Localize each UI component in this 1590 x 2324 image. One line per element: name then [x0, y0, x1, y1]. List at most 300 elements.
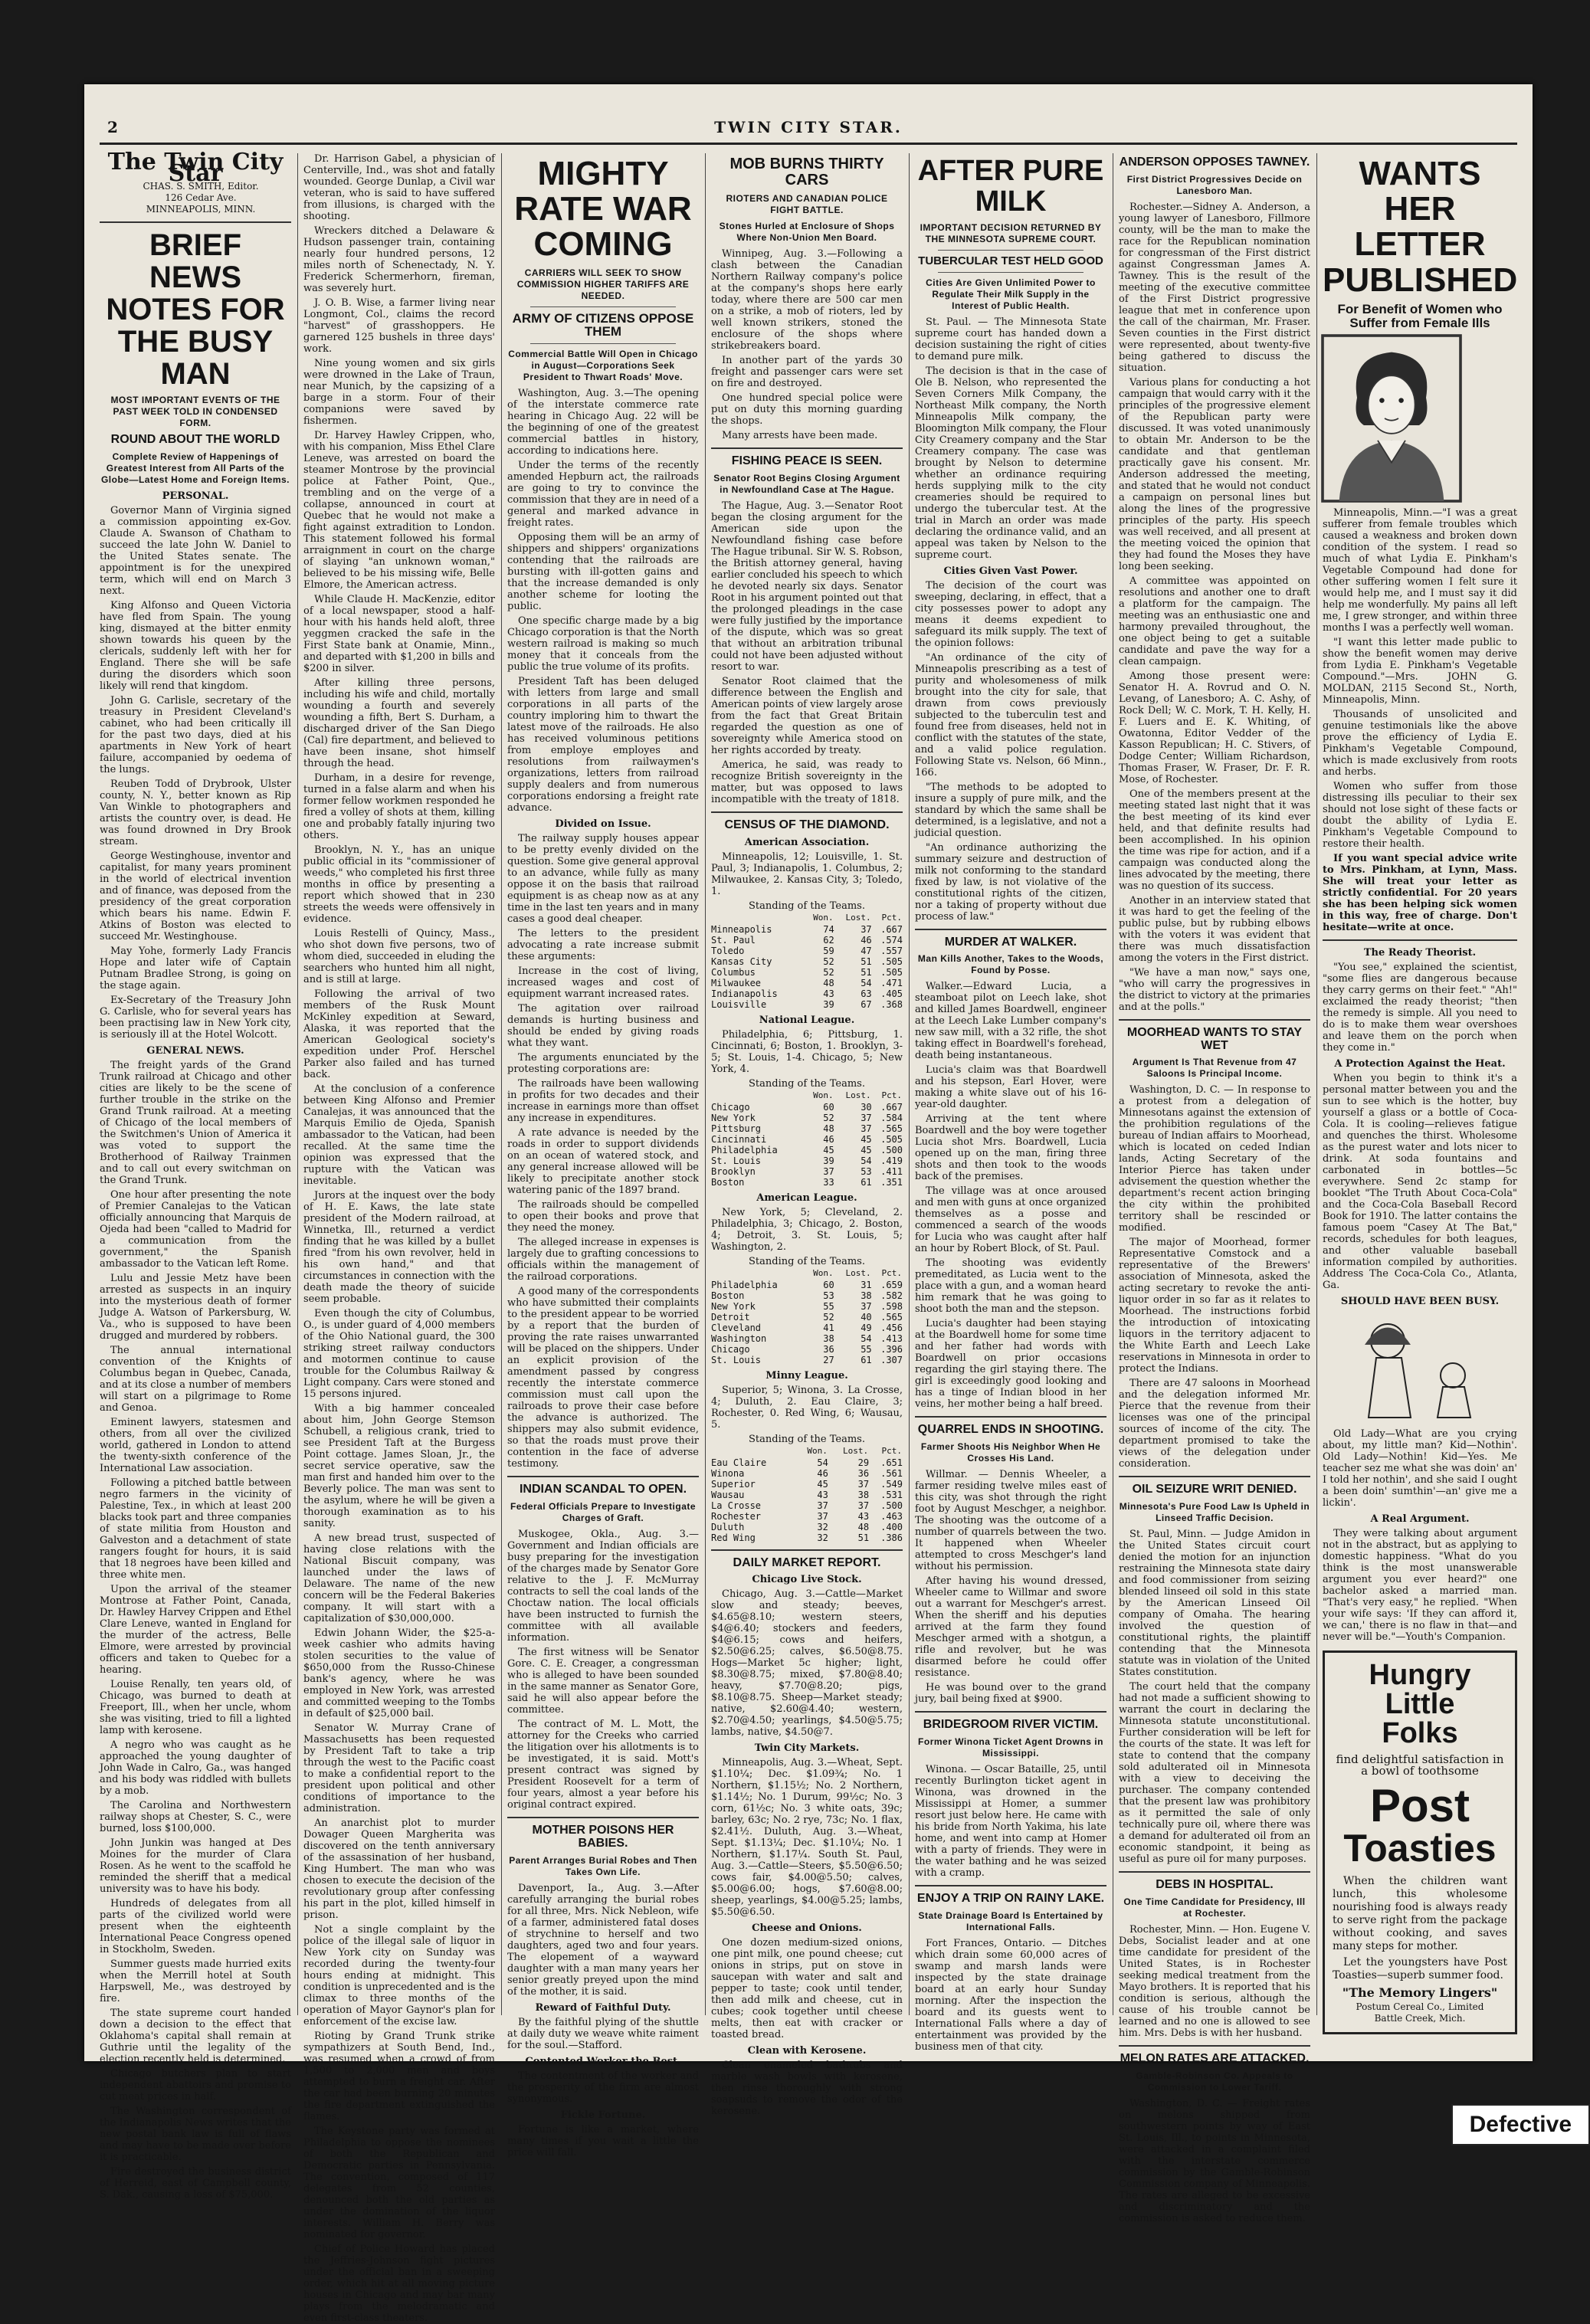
subhead: Reward of Faithful Duty. [535, 2001, 671, 2014]
paragraph: The arguments enunciated by the protesting corporations are: [507, 1052, 699, 1076]
team-name: Indianapolis [711, 988, 778, 999]
league-name: American League. [756, 1192, 857, 1204]
table-row [711, 978, 903, 988]
paragraph: Nine young women and six girls were drowned in the Lake of Traun, near Munich, by the capsizing of a barge in a storm. Four of their companions were saved by fishermen. [303, 358, 495, 427]
paragraph: Fort Frances, Ontario. — Ditches which drain some 60,000 acres of swamp and marsh lands were inspected by the state drainage board at an early hour Sunday morning. After the inspection the board and its guests went to International Falls where a day of entertainment was provided by the business men of that city. [915, 1937, 1106, 2053]
stat-cell: .505 [880, 955, 903, 967]
subhead: Twin City Markets. [754, 1742, 860, 1755]
deck: Commercial Battle Will Open in Chicago in August—Corporations Seek President to Thwart Roads' Move. [508, 349, 698, 383]
subhead: Divided on Issue. [555, 818, 651, 831]
subheadline: QUARREL ENDS IN SHOOTING. [917, 1423, 1104, 1437]
team-name: Columbus [711, 966, 756, 978]
divider [938, 250, 1083, 251]
stat-cell: 54 [861, 1155, 872, 1166]
table-row [711, 1333, 903, 1344]
subheadline: MURDER AT WALKER. [944, 935, 1077, 949]
paragraph: Washington, D. C. — In response to a protest from a delegation of Minnesotans against the extension of the prohibition regulations of the bureau of Indian affairs to Moorhead, which is located on ceded Indian lands, Acting Secretary of the Interior Pierce has taken under advisement the question whether the department's recent action bringing the city within the prohibited territory shall be rescinded or modified. [1119, 1084, 1310, 1234]
stat-cell: .561 [880, 1467, 903, 1479]
stat-cell: 46 [861, 934, 872, 946]
subhead-general: GENERAL NEWS. [146, 1044, 244, 1057]
stat-cell: .565 [880, 1311, 903, 1323]
standings-table [711, 1445, 903, 1543]
stat-cell: 51 [861, 966, 872, 978]
col-won: Won. [813, 912, 834, 923]
cartoon-illustration-icon [1323, 1310, 1514, 1425]
column-rule [1316, 153, 1317, 2015]
stat-cell: 39 [823, 998, 834, 1010]
table-row [711, 1155, 903, 1166]
stat-cell: .651 [880, 1457, 903, 1468]
paragraph: St. Paul. — The Minnesota State supreme court has handed down a decision sustaining the right of cities to demand pure milk. [915, 316, 1106, 362]
stat-cell: .411 [880, 1165, 903, 1177]
stat-cell: 43 [817, 1489, 828, 1500]
paragraph: They were talking about argument not in the abstract, but as applying to domestic happiness. "What do you think is the most unanswerable argument you ever heard?" one bachelor asked a married man. "That's very easy," he replied. "When your wife says: 'If they can afford it, we can,' there is no flaw in that—and never will be."—Youth's Companion. [1323, 1528, 1517, 1644]
team-name: La Crosse [711, 1500, 762, 1511]
paragraph: Louise Renally, ten years old, of Chicago, was burned to death at Freeport, Ill., when her uncle, whom she was visiting, tried to fill a lighted lamp with kerosene. [100, 1678, 291, 1736]
paragraph: President Taft has been deluged with letters from large and small corporations in all parts of the country imploring him to thwart the latest move of the railroads. He also has received voluminous petitions from employe employes and resolutions from railwaymen's organizations, letters from railroad supply dealers and from numerous corporations endorsing a freight rate advance. [507, 676, 699, 815]
standings-table [711, 1090, 903, 1188]
stat-cell: 49 [861, 1322, 872, 1333]
paragraph: "An ordinance authorizing the summary seizure and destruction of milk not conforming to the standard fixed by law, is not violative of the constitutional rights of the citizen, nor a taking of property without due process of law." [915, 841, 1106, 923]
paragraph: Eminent lawyers, statesmen and others, from all over the civilized world, gathered in London to attend the twenty-sixth conference of the International Law association. [100, 1416, 291, 1474]
league-name: Minny League. [765, 1369, 848, 1382]
paragraph: The annual international convention of the Knights of Columbus began in Quebec, Canada, and at its close a number of members will start on a pilgrimage to Rome and Genoa. [100, 1344, 291, 1414]
team-name: Rochester [711, 1510, 762, 1522]
page-number: 2 [107, 118, 118, 136]
subheadline: MELON RATES ARE ATTACKED. [1120, 2051, 1310, 2065]
table-row [711, 988, 903, 999]
paragraph: The railroads should be compelled to open their books and prove that they need the money. [507, 1199, 699, 1234]
table-row [711, 1500, 903, 1511]
table-row [711, 1457, 903, 1468]
table-header [711, 1267, 903, 1280]
stat-cell: .351 [880, 1176, 903, 1188]
stat-cell: 53 [823, 1290, 834, 1301]
divider [915, 1711, 1106, 1713]
paragraph: Brooklyn, N. Y., has an unique public official in its "commissioner of weeds," who completed his first three months in office by presenting a report which showed that in 230 streets the weeds were offensively in evidence. [303, 844, 495, 925]
results: Superior, 5; Winona, 3. La Crosse, 4; Duluth, 2. Eau Claire, 3; Rochester, 0. Red Wing, 6; Wausau, 5. [711, 1384, 903, 1431]
paragraph: Washington, D. C. — Freight rates on melons shipped from southwestern points by way of East St. Louis, Ill., to points in Minnesota, were attacked in a complaint filed with the interstate commerce commission by the Gamble-Robinson Commission company of Minneapolis. The rates are alleged to be excessive and discriminatory and the commission is asked to reduce them. [1119, 2097, 1310, 2224]
stat-cell: 32 [817, 1532, 828, 1543]
paragraph: Increase in the cost of living, increased wages and cost of equipment warrant increased rates. [507, 965, 699, 1001]
stat-cell: 60 [823, 1101, 834, 1113]
paragraph: "We have a man now," says one, "who will carry the progressives in the district to victory at the primaries and at the polls." [1119, 966, 1310, 1013]
table-row [711, 1479, 903, 1490]
paragraph: After killing three persons, including his wife and child, mortally wounding a fourth and severely wounding a fifth, Bert S. Durham, a discharged driver of the San Diego (Cal) fire department, and believed to have been insane, shot himself through the head. [303, 677, 495, 769]
stat-cell: 60 [823, 1279, 834, 1290]
col-won: Won. [813, 1267, 834, 1278]
stat-cell: .659 [880, 1279, 903, 1290]
paragraph: A committee was appointed on resolutions and another one to draft a platform for the campaign. The meeting was an enthusiastic one and harmony prevailed throughout, the one object being to get a suitable candidate and pave the way for a clean campaign. [1119, 575, 1310, 667]
ad-maker: Postum Cereal Co., Limited [1356, 2001, 1484, 2013]
ad-brand: Toasties [1343, 1827, 1497, 1870]
subhead: Chicago Live Stock. [752, 1574, 862, 1586]
stat-cell: 39 [823, 1155, 834, 1166]
stat-cell: 38 [861, 1290, 872, 1301]
deck: Man Kills Another, Takes to the Woods, Found by Posse. [917, 953, 1104, 976]
standings-table [711, 1267, 903, 1365]
stat-cell: 37 [861, 1123, 872, 1134]
paragraph: Durham, in a desire for revenge, turned in a false alarm and when his former fellow workmen responded he fired a volley of shots at them, killing one and probably fatally injuring two others. [303, 772, 495, 841]
stat-cell: 63 [861, 988, 872, 999]
defective-stamp: Defective [1451, 2104, 1590, 2145]
subhead: The Ready Theorist. [1363, 947, 1477, 959]
divider [1323, 939, 1517, 941]
subhead: SHOULD HAVE BEEN BUSY. [1340, 1296, 1500, 1308]
stat-cell: 32 [817, 1521, 828, 1532]
column-6 [1119, 153, 1310, 2224]
stat-cell: 54 [861, 977, 872, 988]
column-1 [100, 149, 291, 2201]
divider [711, 1549, 903, 1551]
divider [507, 1476, 699, 1477]
paragraph: There are 47 saloons in Moorhead and the delegation informed Mr. Pierce that the revenue from their licenses was one of the principal sources of income of the city. The department promised to take the views of the delegation under consideration. [1119, 1378, 1310, 1470]
stat-cell: .463 [880, 1510, 903, 1522]
divider [1119, 2045, 1310, 2047]
deck: Senator Root Begins Closing Argument in Newfoundland Case at The Hague. [713, 472, 900, 495]
stat-cell: .413 [880, 1332, 903, 1344]
paragraph: Many arrests have been made. [722, 430, 878, 441]
column-rule [501, 153, 502, 2015]
stat-cell: 33 [823, 1176, 834, 1188]
stat-cell: 62 [823, 934, 834, 946]
paragraph: The court held that the company had not made a sufficient showing to warrant the court in declaring the Minnesota statute unconstitutional. Further consideration will be left for the courts of the state. It was left for state to contend that the company sold adulterated oil in Minnesota with a view to deceiving the purchaser. The company contended that the present law was prohibitory as it permitted the sale of only technically pure oil, where there was a demand for adulterated oil from an economic standpoint, it being as useful as pure oil for many purposes. [1119, 1681, 1310, 1866]
paragraph: King Alfonso and Queen Victoria have fled from Spain. The young king, dismayed at the bitter enmity shown towards his queen by the clericals, suddenly left with her for England. There she will be safe during the disorders which soon likely will rend that kingdom. [100, 599, 291, 692]
stat-cell: 31 [861, 1279, 872, 1290]
stat-cell: 45 [861, 1144, 872, 1155]
paragraph: Following a pitched battle between negro farmers in the vicinity of Palestine, Tex., in which at least 200 blacks took part and three companies of state militia from Houston and Galveston and a detachment of state rangers fought for hours, it is said that 18 negroes have been killed and three white men. [100, 1477, 291, 1581]
paragraph: The alleged increase in expenses is largely due to grafting concessions to officials within the management of the railroad corporations. [507, 1237, 699, 1283]
summary: Complete Review of Happenings of Greatest Interest from All Parts of the Globe—Latest Home and Foreign Items. [100, 451, 290, 485]
deck: One Time Candidate for Presidency, Ill at Rochester. [1123, 1896, 1306, 1919]
team-name: Kansas City [711, 955, 772, 967]
paragraph: The state supreme court handed down a decision to the effect that Oklahoma's capital shall remain at Guthrie until the legality of the election recently held is determined. [100, 2007, 291, 2065]
paragraph: Minneapolis, Aug. 3.—Wheat, Sept. $1.10¼; Dec. $1.09¾; No. 1 Northern, $1.15½; No. 2 Northern, $1.14½; No. 1 Durum, 99½c; No. 3 corn, 61½c; No. 3 white oats, 39c; barley, 63c; No. 2 rye, 73c; No. 1 flax, $2.41½. Duluth, Aug. 3.—Wheat, Sept. $1.13¼; Dec. $1.10¼; No. 1 Northern, $1.17¼. South St. Paul, Aug. 3.—Cattle—Steers, $5.50@6.50; cows fair, $4.00@5.50; calves, $5.00@6.00; hogs, $7.60@8.00; sheep, yearlings, $4.00@5.25; lambs, $5.50@6.50. [711, 1757, 903, 1919]
paragraph: By the faithful plying of the shuttle at daily duty we weave white raiment for the soul.—Stafford. [507, 2016, 699, 2051]
stat-cell: 51 [857, 1532, 870, 1543]
subhead: Contented Worker the Best. [525, 2055, 681, 2067]
table-header [711, 912, 903, 924]
paragraph: Rochester, Minn. — Hon. Eugene V. Debs, Socialist leader and at one time candidate for president of the United States, is in Rochester seeking medical treatment from the Mayo brothers. It is reported that his condition is serious, although the cause of his trouble cannot be learned and no one is allowed to see him. Mrs. Debs is with her husband. [1119, 1923, 1310, 2039]
col-pct: Pct. [881, 1267, 902, 1278]
stat-cell: 43 [823, 988, 834, 999]
paragraph: With a big hammer concealed about him, John George Stemson Schubell, a religious crank, tried to see President Taft at the Burgess Point cottage. James Sloan, Jr., the secret service operative, saw the man first and handed him over to the Beverly police. The man was sent to the asylum, where he will be given a thorough examination as to his sanity. [303, 1403, 495, 1529]
paragraph: The major of Moorhead, former Representative Comstock and a representative of the Brewers' association of Minnesota, asked the acting secretary to revoke the anti-liquor order in so far as it relates to Moorhead. The instructions forbid the introduction of intoxicating liquors in the territory adjacent to the White Earth and Leech Lake reservations in Minnesota in order to protect the Indians. [1119, 1237, 1310, 1375]
stat-cell: .419 [880, 1155, 903, 1166]
table-row [711, 1145, 903, 1155]
subheadline: BRIDEGROOM RIVER VICTIM. [923, 1718, 1099, 1732]
stat-cell: 59 [823, 945, 834, 956]
stat-cell: 52 [823, 1112, 834, 1123]
stat-cell: .307 [880, 1354, 903, 1365]
paragraph: At the conclusion of a conference between King Alfonso and Premier Canalejas, it was announced that the Marquis Emilio de Ojeda, Spanish ambassador to the Vatican, had been recalled. At the same time the opinion was expressed that the rupture with the Vatican was inevitable. [303, 1083, 495, 1187]
stat-cell: 48 [857, 1521, 870, 1532]
table-row [711, 1522, 903, 1532]
deck: State Drainage Board Is Entertained by International Falls. [918, 1909, 1103, 1932]
stat-cell: .531 [880, 1489, 903, 1500]
ad-brand: Post [1369, 1780, 1470, 1832]
paragraph: When you begin to think it's a personal matter between you and the sun to see which is the hotter, buy yourself a glass or a bottle of Coca-Cola. It is cooling—relieves fatigue and quenches the thirst. Wholesome as the purest water and lots nicer to drink. At soda fountains and carbonated in bottles—5c everywhere. Send 2c stamp for booklet "The Truth About Coca-Cola" and the Coca-Cola Baseball Record Book for 1910. The latter contains the famous poem "Casey At The Bat," records, schedules for both leagues, and other valuable baseball information compiled by authorities. Address The Coca-Cola Co., Atlanta, Ga. [1323, 1073, 1517, 1292]
paragraph: Chicago, Aug. 3.—Cattle—Market slow and steady; beeves, $4.65@8.10; western steers, $4@6.40; stockers and feeders, $4@6.15; cows and heifers, $2.50@6.25; calves, $6.50@8.75. Hogs—Market 5c higher; light, $8.30@8.75; mixed, $7.80@8.40; heavy, $7.70@8.20; pigs, $8.10@8.75. Sheep—Market steady; native, $2.60@4.40; western, $2.70@4.50; yearlings, $4.50@5.75; lambs, native, $4.50@7. [711, 1588, 903, 1739]
subheadline: ANDERSON OPPOSES TAWNEY. [1119, 156, 1310, 169]
city-line [100, 204, 291, 215]
team-name: Wausau [711, 1489, 745, 1500]
stat-cell: .667 [880, 1101, 903, 1113]
stat-cell: .456 [880, 1322, 903, 1333]
col-won: Won. [813, 1090, 834, 1100]
deck: CARRIERS WILL SEEK TO SHOW COMMISSION HIGHER TARIFFS ARE NEEDED. [516, 267, 690, 301]
team-name: Toledo [711, 945, 745, 956]
deck: Gamble-Robinson Co. Appeals to Commission to Lower Tariff. [1136, 2070, 1293, 2093]
stat-cell: .584 [880, 1112, 903, 1123]
subheadline: CENSUS OF THE DIAMOND. [724, 818, 890, 831]
paragraph: Winona. — Oscar Bataille, 25, until recently Burlington ticket agent in Winona, was drowned in the Mississippi at Homer, a summer resort just below here. He came with his bride from North Yakima, his late home, and went into camp at Homer with a party of friends. They were in the water bathing and he was seized with a cramp. [915, 1763, 1106, 1879]
paragraph: The decision is that in the case of Ole B. Nelson, who represented the Seven Corners Milk Company, the Northeast Milk company, the North Minneapolis Milk company, the Bloomington Milk company, the Flour City Creamery company and the Star Creamery company. The case was brought by Nelson to determine whether an ordinance requiring herds supplying milk to the city creameries should be required to undergo the tubercular test. At the trial in March an order was made declaring the ordinance valid, and an appeal was taken by Nelson to the supreme court. [915, 365, 1106, 561]
stat-cell: .557 [880, 945, 903, 956]
subheadline: DAILY MARKET REPORT. [733, 1555, 881, 1569]
subheadline: TUBERCULAR TEST HELD GOOD [918, 254, 1103, 267]
paragraph: Fire destroyed the business district of Herreid, east of Campbell county, S. Dak., causing a loss of $75,000. [100, 2165, 291, 2201]
column-3 [507, 153, 699, 2158]
deck: Stones Hurled at Enclosure of Shops Where Non-Union Men Board. [719, 221, 895, 243]
headline: MIGHTY RATE WAR COMING [514, 155, 692, 264]
paragraph: St. Paul, Minn. — Judge Amidon in the United States circuit court denied the motion for an injunction restraining the Minnesota state dairy and food commissioner from seizing blended linseed oil sold in this state by the American Linseed Oil company of Omaha. The hearing involved the question of constitutional rights, the plaintiff contending that the Minnesota statute was in violation of the United States constitution. [1119, 1529, 1310, 1679]
paragraph: May Yohe, formerly Lady Francis Hope and later wife of Captain Putnam Bradlee Strong, is going on the stage again. [100, 945, 291, 992]
stat-cell: 36 [857, 1467, 870, 1479]
stat-cell: 48 [823, 977, 834, 988]
paragraph: Ex-Secretary of the Treasury John G. Carlisle, who for several years has been practising law in New York city, is seriously ill at the Hotel Wolcott. [100, 994, 291, 1041]
standings-table [711, 912, 903, 1010]
stat-cell: 55 [823, 1300, 834, 1312]
deck: Argument Is That Revenue from 47 Saloons Is Principal Income. [1132, 1057, 1297, 1080]
stat-cell: 61 [861, 1354, 872, 1365]
stat-cell: .500 [880, 1500, 903, 1511]
results: Philadelphia, 6; Pittsburg, 1. Cincinnati, 6; Boston, 1. Brooklyn, 3-5; St. Louis, 1-4. Chicago, 5; New York, 4. [711, 1028, 903, 1075]
deck: IMPORTANT DECISION RETURNED BY THE MINNESOTA SUPREME COURT. [920, 221, 1102, 244]
paragraph: Jurors at the inquest over the body of H. E. Kaws, the late state president of the Modern railroad, at Winnetka, Ill., returned a verdict finding that he was killed by a bullet fired "from his own revolver, held in his own hand," and that circumstances in connection with the death made the theory of suicide seem probable. [303, 1190, 495, 1305]
paragraph: The agitation over railroad demands is hurting business and should be ended by giving roads what they want. [507, 1003, 699, 1050]
stat-cell: 52 [823, 966, 834, 978]
col-lost: Lost. [843, 1445, 869, 1456]
column-rule [705, 153, 706, 2015]
col-lost: Lost. [845, 912, 871, 923]
stat-cell: 55 [861, 1343, 872, 1355]
subheadline: FISHING PEACE IS SEEN. [731, 454, 883, 467]
divider [1119, 1019, 1310, 1021]
table-row [711, 1323, 903, 1333]
team-name: Eau Claire [711, 1457, 767, 1468]
table-header [711, 1445, 903, 1457]
deck: Minnesota's Pure Food Law Is Upheld in Linseed Traffic Decision. [1119, 1501, 1310, 1524]
stat-cell: .400 [880, 1521, 903, 1532]
table-row [711, 1280, 903, 1290]
stat-cell: 53 [861, 1165, 872, 1177]
deck: MOST IMPORTANT EVENTS OF THE PAST WEEK TOLD IN CONDENSED FORM. [110, 395, 280, 428]
ad-word: Little [1385, 1688, 1455, 1721]
running-head [100, 115, 1517, 145]
paragraph: The railroads have been wallowing in profits for two decades and their increase in earnings more than offset any increase in expenditures. [507, 1078, 699, 1125]
col-pct: Pct. [881, 912, 902, 923]
stat-cell: .505 [880, 966, 903, 978]
table-row [711, 1468, 903, 1479]
ad-headline: WANTS HER LETTER PUBLISHED [1323, 155, 1518, 299]
stat-cell: 47 [861, 945, 872, 956]
divider [915, 929, 1106, 930]
stat-cell: 37 [817, 1510, 828, 1522]
stat-cell: 37 [861, 923, 872, 935]
paragraph: Rochester.—Sidney A. Anderson, a young lawyer of Lanesboro, Fillmore county, will be the man to make the race for the Republican nomination for congressman of the First district against Congressman James A. Tawney. This is the result of the meeting of the executive committee of the First District progressive league that met in conference upon the call of the chairman, Mr. Fraser. Seven counties in the First district were represented, about twenty-five being gathered to discuss the situation. [1119, 201, 1310, 374]
stat-cell: 27 [823, 1354, 834, 1365]
subheadline: MOORHEAD WANTS TO STAY WET [1126, 1025, 1303, 1052]
team-name: Red Wing [711, 1532, 756, 1543]
paragraph: Governor Mann of Virginia signed a commission appointing ex-Gov. Claude A. Swanson of Chatham to succeed the late John W. Daniel to the United States senate. The appointment is for the unexpired term, which will end on March 3 next. [100, 504, 291, 597]
team-name: Chicago [711, 1343, 750, 1355]
paragraph: One specific charge made by a big Chicago corporation is that the North western railroad is making so much money that it conceals from the public the true volume of its profits. [507, 615, 699, 674]
ad-text: When the children want lunch, this wholesome nourishing food is always ready to serve right from the package without cooking, and saves many steps for mother. [1333, 1875, 1507, 1953]
subheadline: ENJOY A TRIP ON RAINY LAKE. [916, 1891, 1105, 1905]
paragraph: After having his wound dressed, Wheeler came to Willmar and swore out a warrant for Meschger's arrest. When the sheriff and his deputies arrived at the farm they found Meschger armed with a shotgun, a rifle and revolver, but he was disarmed before he could offer resistance. [915, 1575, 1106, 1680]
paragraph: The shooting was evidently premeditated, as Lucia went to the place with a gun, and a woman heard him remark that he was going to shoot both the man and the stepson. [915, 1257, 1106, 1316]
stat-cell: 45 [861, 1133, 872, 1145]
stat-cell: .667 [880, 923, 903, 935]
paragraph: Senator Root claimed that the difference between the English and American points of view largely arose from the fact that Great Britain regarded the question as one of sovereignty while America stood on her rights accorded by treaty. [711, 675, 903, 756]
divider [1119, 1476, 1310, 1477]
subhead: Fickle Fortune. [560, 2109, 646, 2121]
team-name: Boston [711, 1176, 745, 1188]
divider [530, 306, 676, 307]
subhead: A Real Argument. [1370, 1513, 1470, 1526]
team-name: St. Paul [711, 934, 756, 946]
stat-cell: 43 [857, 1510, 870, 1522]
paragraph: The railway supply houses appear to be pretty evenly divided on the question. Some give general approval to an advance, while fully as many oppose it on the basis that railroad equipment is as cheap now as at any time in the last ten years and in many cases a good deal cheaper. [507, 833, 699, 926]
paragraph: The freight yards of the Grand Trunk railroad at Chicago and other cities are likely to be the scene of further trouble in the strike on the Grand Trunk railroad. At a meeting of Chicago of the local members of the Switchmen's Union of America it was voted to support the Brotherhood of Railway Trainmen and to call out every switchman on the Grand Trunk. [100, 1059, 291, 1186]
team-name: St. Louis [711, 1354, 762, 1365]
stat-cell: 37 [823, 1165, 834, 1177]
ad-text: find delightful satisfaction in a bowl of toothsome [1336, 1752, 1504, 1778]
paragraph: One of the members present at the meeting stated last night that it was the best meeting of its kind ever held, and that definite results had been accomplished. In his opinion the time was ripe for action, and if a campaign was conducted along the lines advocated by the meeting, there was no question of its success. [1119, 788, 1310, 892]
league-name: American Association. [744, 836, 870, 848]
standings-caption: Standing of the Teams. [749, 1077, 865, 1090]
stat-cell: .574 [880, 934, 903, 946]
ad-text: Let the youngsters have Post Toasties—superb summer food. [1333, 1956, 1507, 1982]
headline: AFTER PURE MILK [917, 155, 1104, 218]
column-rule [909, 153, 910, 2015]
col-pct: Pct. [881, 1090, 902, 1100]
paragraph: Washington, Aug. 3.—The opening of the interstate commerce rate hearing in Chicago Aug. 22 will be the beginning of one of the greatest commercial battles in history, according to indications here. [507, 388, 699, 457]
team-name: Cleveland [711, 1322, 762, 1333]
paragraph: Chief of Police Howard has placed the Jeffries-Johnson fight pictures under the official ban in a sweeping order, which hit at all moving picture houses in Chicago and may bar many plays from the melodramatic and even first-class theaters. [303, 2244, 495, 2324]
paragraph: One dozen medium-sized onions, one pint milk, one pound cheese; cut onions in strips, put on stove in saucepan with water and salt and pepper to taste; cook until tender, then add milk and cheese, cut in cubes; cook together until cheese melts, then eat with cracker or toasted bread. [711, 1937, 903, 2041]
stat-cell: .471 [880, 977, 903, 988]
paper-name: TWIN CITY STAR. [714, 118, 903, 136]
team-name: Philadelphia [711, 1144, 778, 1155]
col-pct: Pct. [881, 1445, 902, 1456]
league-name: National League. [759, 1014, 855, 1026]
divider [938, 272, 1083, 273]
stat-cell: 52 [823, 955, 834, 967]
table-row [711, 1312, 903, 1323]
table-row [711, 1123, 903, 1134]
deck: Farmer Shoots His Neighbor When He Crosses His Land. [920, 1441, 1101, 1464]
stat-cell: 38 [823, 1332, 834, 1344]
paragraph: Upon the arrival of the steamer Montrose at Father Point, Canada, Dr. Hawley Harvey Crippen and Ethel Clare Leneve, wanted in England for the murder of the actress, Belle Elmore, were arrested by provincial officers and taken to Quebec for a hearing. [100, 1583, 291, 1676]
stat-cell: 36 [823, 1343, 834, 1355]
divider [711, 811, 903, 813]
stat-cell: 30 [861, 1101, 872, 1113]
headline: BRIEF NEWS NOTES FOR THE BUSY MAN [106, 228, 285, 391]
subheadline: ARMY OF CITIZENS OPPOSE THEM [512, 310, 694, 339]
paragraph: Lulu and Jessie Metz have been arrested as suspects in an inquiry into the mysterious death of former Judge A. Watson of Parkersburg, W. Va., who is supposed to have been drugged and murdered by robbers. [100, 1272, 291, 1342]
deck: Former Winona Ticket Agent Drowns in Mississippi. [918, 1736, 1103, 1759]
paragraph: "The methods to be adopted to insure a supply of pure milk, and the standard by which the same shall be determined, is a legislative, and not a judicial question. [915, 781, 1106, 839]
table-header [711, 1090, 903, 1102]
paragraph: Louis Restelli of Quincy, Mass., who shot down five persons, two of whom died, succeeded in eluding the searchers who hunted him all night, and is still at large. [303, 928, 495, 985]
stat-cell: .505 [880, 1133, 903, 1145]
ad-slogan: "The Memory Lingers" [1342, 1985, 1498, 2001]
paragraph: Rioting by Grand Trunk strike sympathizers at South Bend, Ind., was resumed when a crowd of from 1,500 to 2,000 men and boys attempted to burn a freight car. After the car had been burning 20 minutes the fire department extinguished the flames. [303, 2031, 495, 2122]
table-row [711, 1344, 903, 1355]
paragraph: Clean enameled bathtubs and marble wash bowls with kerosene, then rinse thoroughly with strong soapsuds to remove the odor of the kerosene. [711, 2060, 903, 2118]
paragraph: He was bound over to the grand jury, bail being fixed at $900. [915, 1682, 1106, 1706]
stat-cell: 67 [861, 998, 872, 1010]
table-row [711, 1166, 903, 1177]
table-row [711, 1511, 903, 1522]
divider [507, 1817, 699, 1818]
table-row [711, 999, 903, 1010]
paragraph: Lucia's claim was that Boardwell and his stepson, Earl Hover, were making a white slave out of his 16-year-old daughter. [915, 1064, 1106, 1111]
table-row [711, 967, 903, 978]
paragraph: Minneapolis, Minn.—"I was a great sufferer from female troubles which caused a weakness and broken down condition of the system. I read so much of what Lydia E. Pinkham's Vegetable Compound had done for other suffering women I felt sure it would help me, and I must say it did help me wonderfully. My pains all left me, I grew stronger, and within three months I was a perfectly well woman. [1323, 507, 1517, 634]
paragraph: One hundred special police were put on duty this morning guarding the shops. [711, 392, 903, 427]
stat-cell: 48 [823, 1123, 834, 1134]
stat-cell: 54 [817, 1457, 828, 1468]
paragraph: Under the terms of the recently amended Hepburn act, the railroads are going to try to convince the commission that they are in need of a general and marked advance in freight rates. [507, 460, 699, 529]
stat-cell: .598 [880, 1300, 903, 1312]
stat-cell: 45 [817, 1478, 828, 1490]
stat-cell: 51 [861, 955, 872, 967]
team-name: Detroit [711, 1311, 750, 1323]
paragraph: "An ordinance of the city of Minneapolis prescribing as a test of purity and wholesomeness of milk brought into the city for sale, that drawn from cows previously subjected to the tuberculin test and found free from diseases, held not in conflict with the statutes of the state, and a valid police regulation. Following State vs. Nelson, 66 Minn., 166. [915, 651, 1106, 778]
section-heading: ROUND ABOUT THE WORLD [110, 433, 280, 446]
subhead: Cheese and Onions. [752, 1922, 862, 1935]
paragraph: John Junkin was hanged at Des Moines for the murder of Clara Rosen. As he went to the scaffold he reminded the sheriff that a medical university was to have his body. [100, 1837, 291, 1895]
stat-cell: .405 [880, 988, 903, 999]
ad-word: Folks [1382, 1717, 1458, 1750]
stat-cell: 46 [817, 1467, 828, 1479]
divider [1119, 1871, 1310, 1873]
team-name: Boston [711, 1290, 745, 1301]
paragraph: Edwin Johann Wider, the $25-a-week cashier who admits having stolen securities to the value of $650,000 from the Russo-Chinese bank's agency, where he was employed in New York, was arrested and committed weeping to the Tombs in default of $25,000 bail. [303, 1627, 495, 1719]
deck: Federal Officials Prepare to Investigate Charges of Graft. [510, 1501, 697, 1524]
subhead: Clean with Kerosene. [747, 2045, 867, 2057]
team-name: Chicago [711, 1101, 750, 1113]
paragraph: The Keystone party was formed at Philadelphia to oppose the nominees of both the Republican and Democratic parties in Pennsylvania. The convention, composed of 117 delegates from 52 counties, denounced both the old parties as under the domination of the liquor interests. William H. Berry was nominated for governor. [303, 2126, 495, 2240]
paragraph: The contentment of the worker and the prosperity of the firm are almost synonymous. [507, 2070, 699, 2105]
subheadline: INDIAN SCANDAL TO OPEN. [519, 1483, 687, 1496]
deck: RIOTERS AND CANADIAN POLICE FIGHT BATTLE. [726, 193, 888, 215]
paragraph: Muskogee, Okla., Aug. 3.—Government and Indian officials are busy preparing for the investigation of the charges made by Senator Gore relative to the J. F. McMurray contracts to sell the coal lands of the Choctaw nation. The local officials have been instructed to furnish the committee with all available information. [507, 1529, 699, 1644]
divider [915, 1416, 1106, 1418]
standings-caption: Standing of the Teams. [749, 900, 865, 912]
column-2 [303, 153, 495, 2324]
paragraph: Arriving at the tent where Boardwell and the boy were together Lucia shot Mrs. Boardwell, Lucia opened up on the man, firing three shots and then took to the woods back of the premises. [915, 1113, 1106, 1183]
stat-cell: 61 [861, 1176, 872, 1188]
paragraph: Even though the city of Columbus, O., is under guard of 4,000 members of the Ohio National guard, the 300 striking street railway conductors and motormen continue to cause trouble for the Columbus Railway & Light company. Cars were stoned and 15 persons injured. [303, 1308, 495, 1400]
masthead: The Twin City Star [107, 149, 284, 187]
paragraph: Among those present were: Senator H. A. Rovrud and O. N. Levang, of Lanesboro; A. C. Ashy, of Rock Dell; W. C. Mork, T. H. Kelly, H. F. Luers and E. K. Whiting, of Owatonna, Editor Vedder of the Kasson Republican; H. C. Stivers, of Dodge Center; William Richardson, Thomas Fraser, W. Fraser, Dr. F. R. Mose, of Rochester. [1119, 670, 1310, 785]
paragraph: An anarchist plot to murder Dowager Queen Margherita was discovered on the tenth anniversary of the assassination of her husband, King Humbert. The man who was chosen to execute the decision of the revolutionary group after confessing his part in the plot, killed himself in prison. [303, 1818, 495, 1921]
stat-cell: 74 [823, 923, 834, 935]
